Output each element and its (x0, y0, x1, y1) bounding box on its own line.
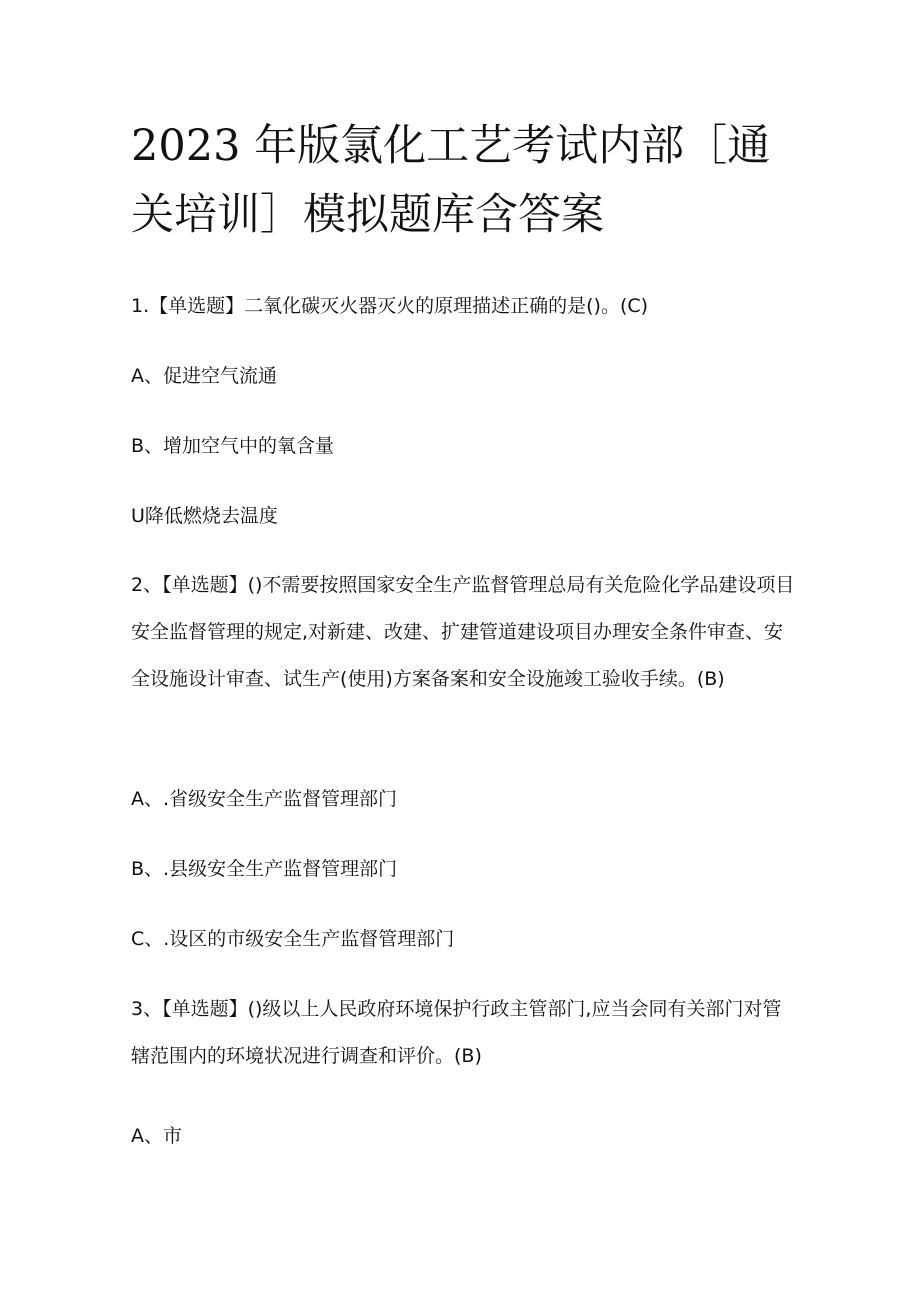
question-3-stem: 3、【单选题】()级以上人民政府环境保护行政主管部门,应当会同有关部门对管辖范围内的环境状况进行调查和评价。(B) (131, 998, 782, 1067)
question-2-stem: 2、【单选题】()不需要按照国家安全生产监督管理总局有关危险化学品建设项目安全监督管理的规定,对新建、改建、扩建管道建设项目办理安全条件审查、安全设施设计审查、试生产(使用)方案备案和安全设施竣工验收手续。(B) (131, 574, 795, 690)
question-2-option-c: C、.设区的市级安全生产监督管理部门 (131, 928, 455, 950)
question-1-option-c: U降低燃烧去温度 (131, 505, 278, 527)
question-1-option-b: B、增加空气中的氧含量 (131, 435, 335, 457)
question-3-option-a: A、市 (131, 1125, 182, 1147)
question-2-option-b: B、.县级安全生产监督管理部门 (131, 858, 398, 880)
question-2-option-a: A、.省级安全生产监督管理部门 (131, 788, 398, 810)
question-1-stem: 1.【单选题】二氧化碳灭火器灭火的原理描述正确的是()。(C) (131, 295, 649, 317)
question-1-option-a: A、促进空气流通 (131, 365, 277, 387)
document-title: 2023 年版氯化工艺考试内部［通关培训］模拟题库含答案 (131, 121, 771, 240)
